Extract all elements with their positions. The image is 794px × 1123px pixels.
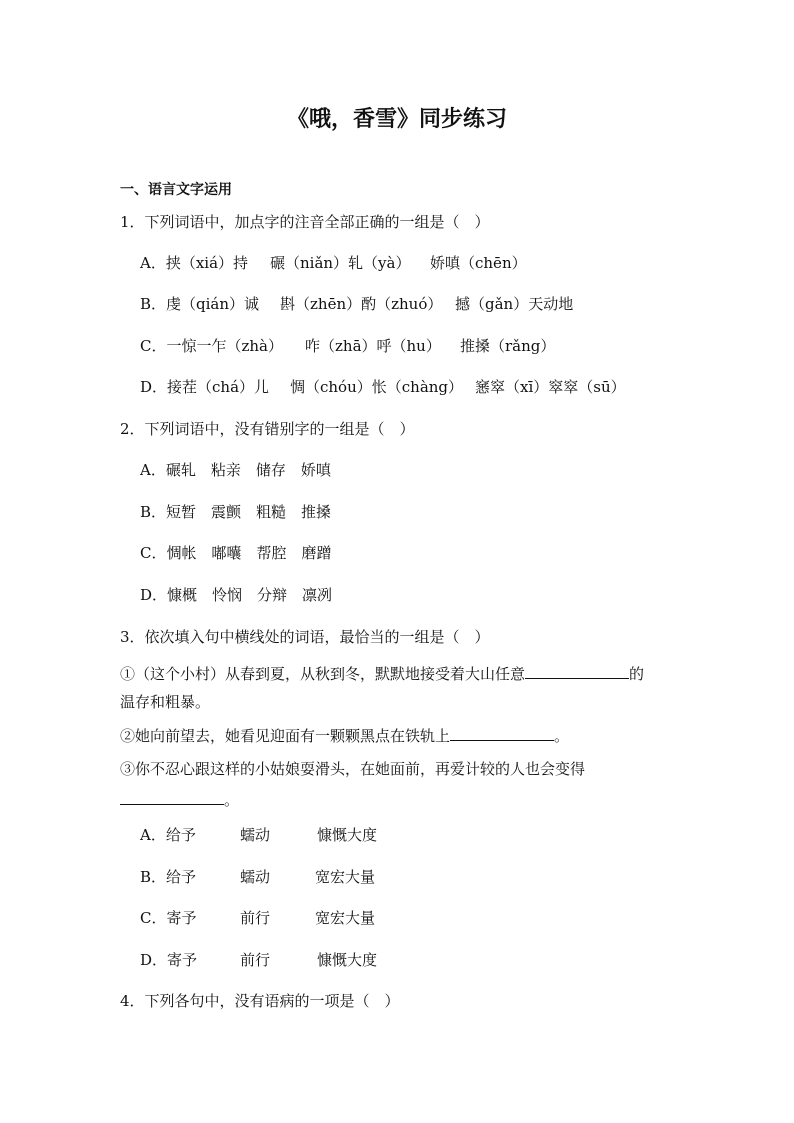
option-part: 斟（zhēn）酌（zhuó）: [280, 295, 443, 313]
question-2-stem: 2．下列词语中，没有错别字的一组是（ ）: [120, 420, 415, 438]
option-part: 慷慨大度: [317, 826, 378, 844]
question-3-option-b: [140, 867, 375, 887]
option-part: A．挟（xiá）持: [140, 254, 249, 272]
question-1-option-d: [140, 377, 626, 397]
sentence-text: 。: [554, 727, 570, 745]
question-1-option-b: [140, 294, 573, 314]
question-2-option-d: D．慷概 怜悯 分辩 凛冽: [140, 586, 333, 604]
option-part: 前行: [240, 951, 271, 969]
option-part: B．虔（qián）诚: [140, 295, 260, 313]
option-part: 咋（zhā）呼（hu）: [305, 337, 441, 355]
option-part: B．给予: [140, 868, 197, 886]
question-1-option-c: [140, 336, 555, 356]
question-3-option-d: [140, 950, 377, 970]
fill-blank: [120, 790, 224, 805]
question-3-sentence-3: ③你不忍心跟这样的小姑娘耍滑头，在她面前，再爱计较的人也会变得: [120, 760, 586, 778]
sentence-text: ②她向前望去，她看见迎面有一颗颗黑点在铁轨上: [120, 727, 451, 745]
option-part: 碾（niǎn）轧（yà）: [270, 254, 411, 272]
question-4-stem: 4．下列各句中，没有语病的一项是（ ）: [120, 992, 400, 1010]
question-1-stem: 1．下列词语中，加点字的注音全部正确的一组是（ ）: [120, 213, 490, 231]
option-part: D．寄予: [140, 951, 198, 969]
option-part: D．接茬（chá）儿: [140, 378, 270, 396]
question-3-sentence-3-cont: [120, 790, 239, 810]
option-part: 窸窣（xī）窣窣（sū）: [475, 378, 626, 396]
option-part: 前行: [240, 909, 271, 927]
option-part: 慷慨大度: [317, 951, 378, 969]
option-part: 蠕动: [240, 868, 271, 886]
sentence-text: 。: [224, 791, 240, 809]
option-part: 宽宏大量: [315, 868, 376, 886]
question-1-option-a: [140, 253, 527, 273]
question-2-option-c: C．惆帐 嘟囔 帮腔 磨蹭: [140, 544, 332, 562]
question-3-sentence-1-cont: 温存和粗暴。: [120, 693, 211, 711]
question-2-option-b: B．短暂 震颤 粗糙 推搡: [140, 503, 332, 521]
question-3-stem: 3．依次填入句中横线处的词语，最恰当的一组是（ ）: [120, 628, 490, 646]
option-part: A．给予: [140, 826, 196, 844]
question-2-option-a: A．碾轧 粘亲 储存 娇嗔: [140, 461, 331, 479]
question-3-sentence-1: [120, 664, 644, 684]
option-part: 宽宏大量: [315, 909, 376, 927]
sentence-text: ①（这个小村）从春到夏，从秋到冬，默默地接受着大山任意: [120, 665, 526, 683]
option-part: 蠕动: [240, 826, 271, 844]
option-part: 惆（chóu）怅（chàng）: [290, 378, 464, 396]
option-part: C．寄予: [140, 909, 197, 927]
sentence-text: 的: [629, 665, 645, 683]
option-part: 推搡（rǎng）: [460, 337, 556, 355]
fill-blank: [525, 664, 629, 679]
question-3-option-a: [140, 825, 377, 845]
option-part: C．一惊一乍（zhà）: [140, 337, 283, 355]
fill-blank: [450, 726, 554, 741]
option-part: 娇嗔（chēn）: [430, 254, 527, 272]
option-part: 撼（gǎn）天动地: [455, 295, 574, 313]
question-3-sentence-2: [120, 726, 569, 746]
document-title: 《哦，香雪》同步练习: [286, 107, 507, 132]
question-3-option-c: [140, 908, 375, 928]
section-heading: 一、语言文字运用: [120, 182, 232, 198]
